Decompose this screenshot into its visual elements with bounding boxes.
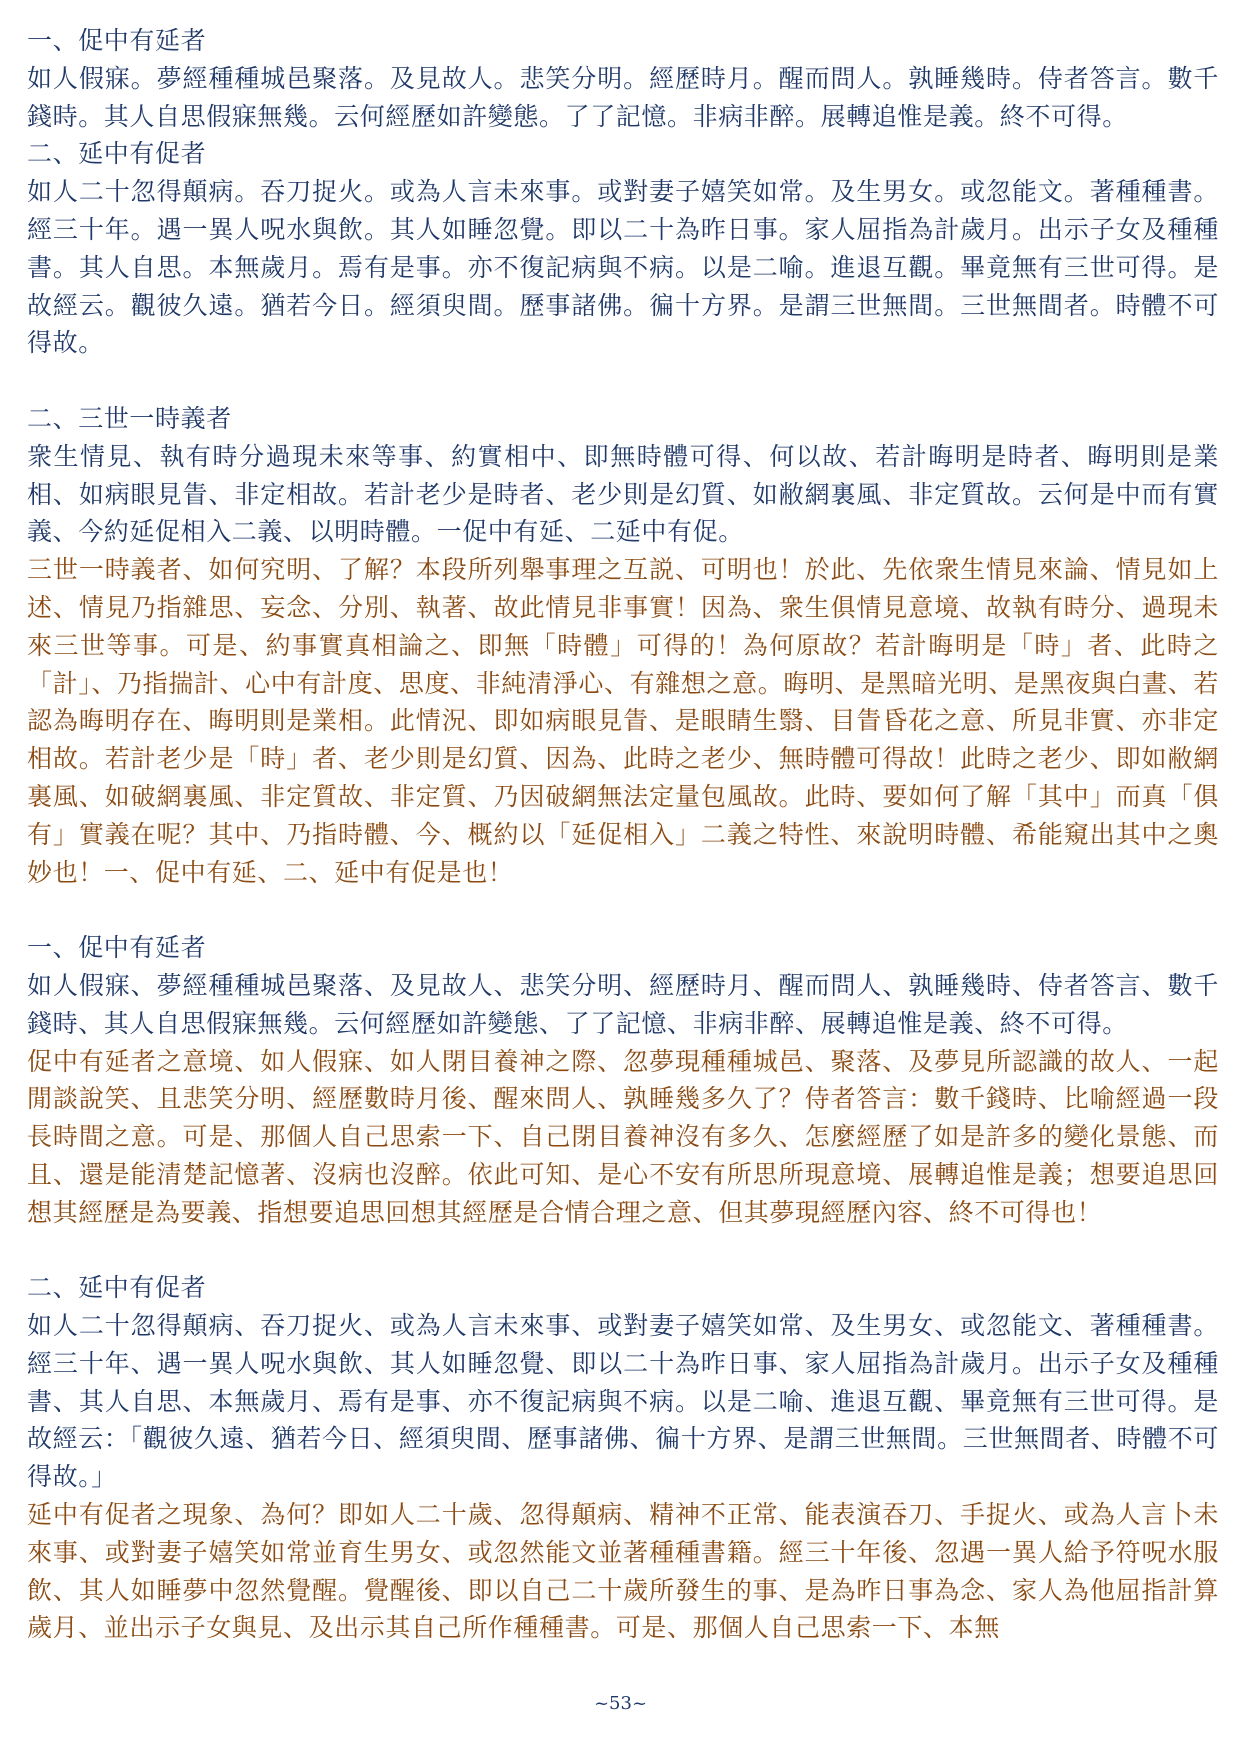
commentary-text: 延中有促者之現象、為何？即如人二十歲、忽得顛病、精神不正常、能表演吞刀、手捉火、或為人言卜未來事、或對妻子嬉笑如常並育生男女、或忽然能文並著種種書籍。經三十年後、忽遇一異人給予符呪水服飲、其人如睡夢中忽然覺醒。覺醒後、即以自己二十歲所發生的事、是為昨日事為念、家人為他屈指計算歲月、並出示子女與見、及出示其自己所作種種書。可是、那個人自己思索一下、本無 — [27, 1500, 1219, 1643]
commentary-text: 促中有延者之意境、如人假寐、如人閉目養神之際、忽夢現種種城邑、聚落、及夢見所認識的故人、一起閒談說笑、且悲笑分明、經歷數時月後、醒來問人、孰睡幾多久了？侍者答言：數千錢時、比喻經過一段長時間之意。可是、那個人自己思索一下、自己閉目養神沒有多久、怎麼經歷了如是許多的變化景態、而且、還是能清楚記憶著、沒病也沒醉。依此可知、是心不安有所思所現意境、展轉追惟是義；想要追思回想其經歷是為要義、指想要追思回想其經歷是合情合理之意、但其夢現經歷內容、終不可得也！ — [27, 1046, 1219, 1227]
scripture-text: 如人假寐。夢經種種城邑聚落。及見故人。悲笑分明。經歷時月。醒而問人。孰睡幾時。侍者答言。數千錢時。其人自思假寐無幾。云何經歷如許變態。了了記憶。非病非醉。展轉追惟是義。終不可得。 — [27, 63, 1219, 131]
page-number: ~53~ — [593, 1693, 648, 1714]
scripture-text: 如人二十忽得顛病、吞刀捉火、或為人言未來事、或對妻子嬉笑如常、及生男女、或忽能文、著種種書。經三十年、遇一異人呪水與飲、其人如睡忽覺、即以二十為昨日事、家人屈指為計歲月。出示子女及種種書、其人自思、本無歲月、焉有是事、亦不復記病與不病。以是二喻、進退互觀、畢竟無有三世可得。是故經云：「觀彼久遠、猶若今日、經須臾間、歷事諸佛、徧十方界、是謂三世無間。三世無間者、時體不可得故。」 — [27, 1311, 1219, 1492]
section-heading: 二、三世一時義者 — [27, 403, 232, 433]
section-heading: 一、促中有延者 — [27, 933, 207, 963]
paragraph-gap — [27, 1232, 1219, 1270]
paragraph-gap — [27, 891, 1219, 929]
scripture-text: 如人假寐、夢經種種城邑聚落、及見故人、悲笑分明、經歷時月、醒而問人、孰睡幾時、侍者答言、數千錢時、其人自思假寐無幾。云何經歷如許變態、了了記憶、非病非醉、展轉追惟是義、終不可得。 — [27, 970, 1219, 1038]
section-heading: 二、延中有促者 — [27, 139, 207, 169]
commentary-text: 三世一時義者、如何究明、了解？本段所列舉事理之互説、可明也！於此、先依衆生情見來論、情見如上述、情見乃指雜思、妄念、分別、執著、故此情見非事實！因為、衆生俱情見意境、故執有時分、過現未來三世等事。可是、約事實真相論之、即無「時體」可得的！為何原故？若計晦明是「時」者、此時之「計」、乃指揣計、心中有計度、思度、非純清淨心、有雜想之意。晦明、是黑暗光明、是黑夜與白晝、若認為晦明存在、晦明則是業相。此情況、即如病眼見眚、是眼睛生翳、目眚昏花之意、所見非實、亦非定相故。若計老少是「時」者、老少則是幻質、因為、此時之老少、無時體可得故！此時之老少、即如敝網裏風、如破網裏風、非定質故、非定質、乃因破網無法定量包風故。此時、要如何了解「其中」而真「俱有」實義在呢？其中、乃指時體、今、概約以「延促相入」二義之特性、來說明時體、希能窺出其中之奧妙也！一、促中有延、二、延中有促是也！ — [27, 555, 1219, 887]
scripture-text: 衆生情見、執有時分過現未來等事、約實相中、即無時體可得、何以故、若計晦明是時者、晦明則是業相、如病眼見眚、非定相故。若計老少是時者、老少則是幻質、如敝網裏風、非定質故。云何是中而有實義、今約延促相入二義、以明時體。一促中有延、二延中有促。 — [27, 441, 1219, 547]
document-body — [27, 22, 1219, 1647]
scripture-text: 如人二十忽得顛病。吞刀捉火。或為人言未來事。或對妻子嬉笑如常。及生男女。或忽能文。著種種書。經三十年。遇一異人呪水與飲。其人如睡忽覺。即以二十為昨日事。家人屈指為計歲月。出示子女及種種書。其人自思。本無歲月。焉有是事。亦不復記病與不病。以是二喻。進退互觀。畢竟無有三世可得。是故經云。觀彼久遠。猶若今日。經須臾間。歷事諸佛。徧十方界。是謂三世無間。三世無間者。時體不可得故。 — [27, 177, 1219, 358]
section-heading: 二、延中有促者 — [27, 1273, 207, 1303]
section-heading: 一、促中有延者 — [27, 26, 207, 55]
paragraph-gap — [27, 362, 1219, 400]
